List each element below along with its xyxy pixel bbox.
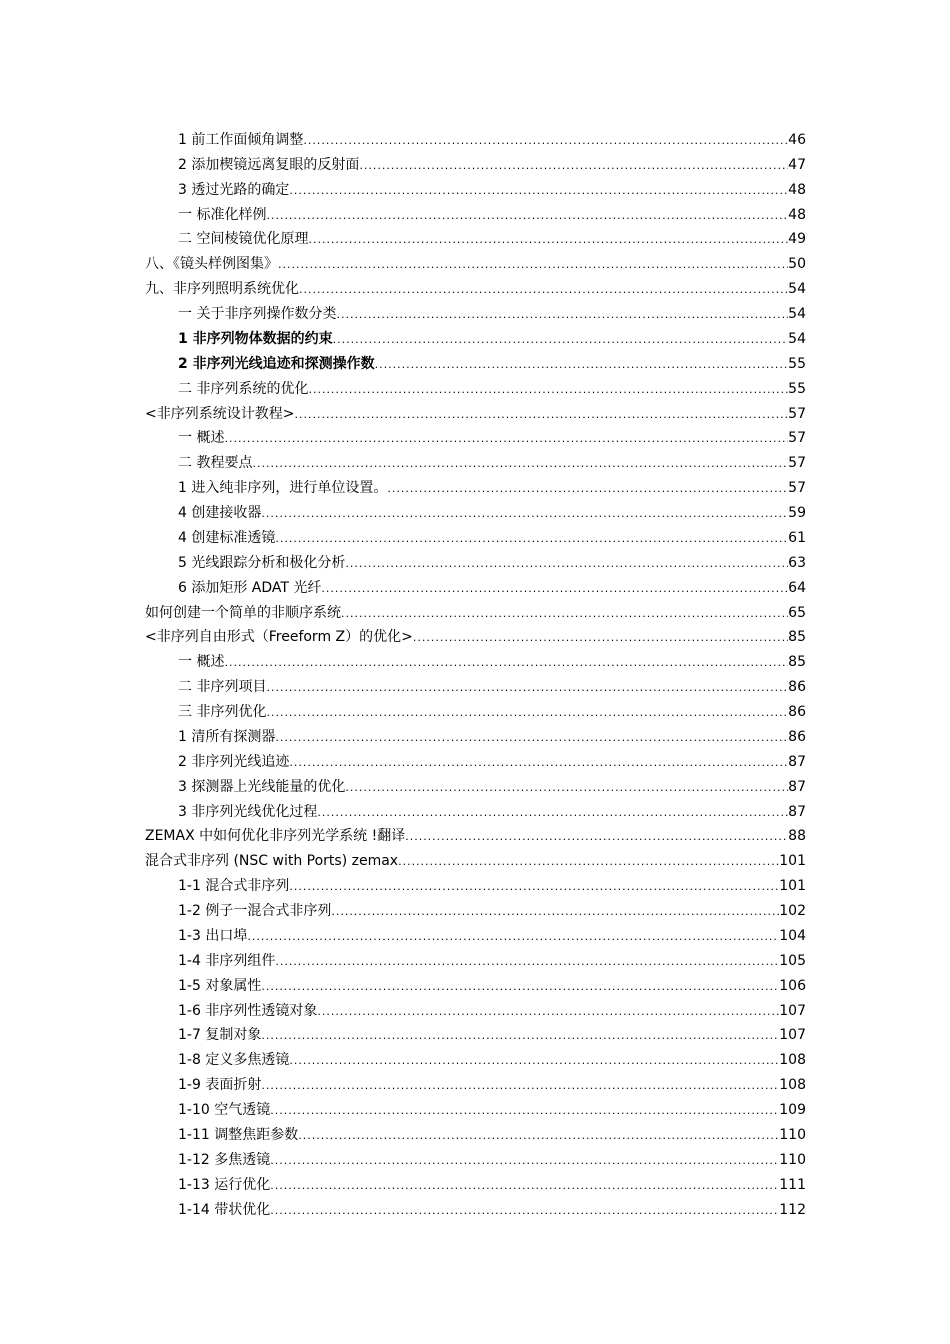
toc-dot-leader (252, 457, 788, 472)
toc-entry-title: 1-1 混合式非序列 (178, 878, 290, 895)
toc-entry-page-number: 108 (779, 1077, 806, 1094)
toc-entry-page-number: 57 (788, 405, 806, 422)
toc-entry-title: 二 非序列项目 (178, 679, 267, 696)
toc-entry[interactable] (0, 124, 950, 149)
toc-entry-title: 九、非序列照明系统优化 (145, 281, 299, 298)
toc-entry[interactable] (0, 572, 950, 597)
toc-entry-title: 1-9 表面折射 (178, 1077, 262, 1094)
toc-entry-title: 5 光线跟踪分析和极化分析 (178, 554, 346, 571)
toc-entry-page-number: 108 (779, 1052, 806, 1069)
toc-dot-leader (413, 631, 788, 646)
toc-entry[interactable] (0, 497, 950, 522)
toc-dot-leader (266, 209, 788, 224)
toc-dot-leader (289, 880, 779, 895)
toc-entry-page-number: 57 (788, 455, 806, 472)
toc-entry-page-number: 111 (779, 1176, 806, 1193)
toc-dot-leader (289, 756, 788, 771)
toc-entry[interactable] (0, 970, 950, 995)
toc-dot-leader (270, 1179, 779, 1194)
toc-entry-title: 八、《镜头样例图集》 (145, 256, 278, 273)
toc-entry[interactable] (0, 1020, 950, 1045)
toc-entry-title: 一 概述 (178, 654, 225, 671)
toc-entry-title: 一 标准化样例 (178, 206, 267, 223)
toc-dot-leader (247, 930, 779, 945)
toc-entry[interactable] (0, 447, 950, 472)
toc-entry-title: 1-2 例子一混合式非序列 (178, 903, 332, 919)
toc-entry-title: 二 非序列系统的优化 (178, 380, 309, 397)
toc-dot-leader (224, 432, 788, 447)
toc-entry-page-number: 86 (788, 704, 806, 720)
toc-entry-page-number: 87 (788, 803, 806, 820)
toc-dot-leader (270, 1204, 779, 1219)
toc-entry-page-number: 57 (788, 480, 806, 497)
toc-entry-title: 6 添加矩形 ADAT 光纤 (178, 579, 322, 596)
toc-entry[interactable] (0, 721, 950, 746)
toc-entry[interactable] (0, 522, 950, 547)
toc-entry-page-number: 86 (788, 728, 806, 745)
toc-entry[interactable] (0, 224, 950, 249)
toc-entry[interactable] (0, 746, 950, 771)
toc-entry[interactable] (0, 1044, 950, 1069)
toc-entry[interactable] (0, 646, 950, 671)
toc-dot-leader (294, 408, 788, 423)
toc-entry-page-number: 87 (788, 753, 806, 770)
toc-entry-title: 4 创建接收器 (178, 505, 262, 521)
toc-dot-leader (278, 258, 788, 273)
toc-entry[interactable] (0, 597, 950, 622)
toc-entry-title: 1-3 出口埠 (178, 927, 248, 944)
toc-entry-title: 4 创建标准透镜 (178, 529, 276, 546)
toc-entry-title: 1 进入纯非序列，进行单位设置。 (178, 480, 388, 497)
toc-dot-leader (261, 507, 788, 522)
toc-entry-page-number: 63 (788, 554, 806, 571)
toc-dot-leader (317, 1005, 779, 1020)
toc-entry-page-number: 48 (788, 206, 806, 223)
table-of-contents (0, 124, 950, 1219)
toc-dot-leader (398, 855, 779, 870)
toc-dot-leader (341, 607, 788, 622)
toc-entry[interactable] (0, 348, 950, 373)
toc-dot-leader (275, 731, 788, 746)
toc-entry-page-number: 104 (779, 927, 806, 944)
toc-entry-title: 3 探测器上光线能量的优化 (178, 778, 346, 795)
toc-entry-page-number: 102 (779, 903, 806, 919)
toc-entry[interactable] (0, 373, 950, 398)
toc-entry-title: 二 教程要点 (178, 455, 253, 472)
toc-entry-page-number: 59 (788, 505, 806, 521)
toc-entry-title: 2 非序列光线追迹 (178, 753, 290, 770)
toc-entry-page-number: 46 (788, 131, 806, 148)
toc-entry-page-number: 87 (788, 778, 806, 795)
toc-entry-title: 1 非序列物体数据的约束 (178, 330, 333, 347)
toc-dot-leader (345, 781, 788, 796)
toc-entry-page-number: 55 (788, 355, 806, 372)
toc-entry-page-number: 101 (779, 878, 806, 895)
toc-dot-leader (266, 681, 788, 696)
toc-dot-leader (321, 582, 788, 597)
toc-entry-title: 1-13 运行优化 (178, 1176, 271, 1193)
toc-entry-title: 1 清所有探测器 (178, 728, 276, 745)
toc-dot-leader (275, 532, 788, 547)
toc-entry-page-number: 110 (779, 1126, 806, 1143)
toc-dot-leader (336, 308, 788, 323)
toc-dot-leader (261, 1029, 779, 1044)
toc-entry[interactable] (0, 547, 950, 572)
toc-dot-leader (359, 159, 788, 174)
toc-entry-title: ZEMAX 中如何优化非序列光学系统 !翻译 (145, 828, 406, 845)
toc-dot-leader (345, 557, 788, 572)
toc-dot-leader (270, 1104, 779, 1119)
toc-entry-page-number: 101 (779, 853, 806, 870)
toc-dot-leader (405, 830, 788, 845)
toc-entry-page-number: 112 (779, 1201, 806, 1218)
toc-dot-leader (289, 184, 788, 199)
toc-entry[interactable] (0, 821, 950, 846)
toc-dot-leader (333, 333, 789, 348)
toc-entry[interactable] (0, 995, 950, 1020)
toc-entry-title: 1-12 多焦透镜 (178, 1151, 271, 1168)
toc-entry[interactable] (0, 323, 950, 348)
toc-dot-leader (299, 283, 788, 298)
toc-dot-leader (303, 134, 788, 149)
toc-entry-page-number: 85 (788, 654, 806, 671)
toc-entry-page-number: 64 (788, 579, 806, 596)
toc-entry-title: 混合式非序列 (NSC with Ports) zemax (145, 853, 399, 870)
toc-entry[interactable] (0, 248, 950, 273)
toc-entry[interactable] (0, 696, 950, 721)
toc-entry[interactable] (0, 1069, 950, 1094)
toc-entry-page-number: 48 (788, 181, 806, 198)
toc-entry-page-number: 107 (779, 1027, 806, 1044)
toc-dot-leader (317, 806, 788, 821)
toc-entry[interactable] (0, 870, 950, 895)
toc-entry[interactable] (0, 622, 950, 647)
toc-entry-page-number: 54 (788, 330, 806, 347)
toc-entry[interactable] (0, 174, 950, 199)
toc-entry-page-number: 109 (779, 1102, 806, 1118)
toc-dot-leader (224, 656, 788, 671)
toc-entry-page-number: 106 (779, 977, 806, 994)
toc-entry-page-number: 107 (779, 1002, 806, 1019)
toc-entry-title: 1-14 带状优化 (178, 1201, 271, 1218)
toc-entry-page-number: 49 (788, 231, 806, 248)
toc-entry-title: 1-7 复制对象 (178, 1027, 262, 1044)
toc-entry-page-number: 110 (779, 1151, 806, 1168)
toc-entry-page-number: 47 (788, 156, 806, 173)
toc-entry[interactable] (0, 671, 950, 696)
toc-entry[interactable] (0, 845, 950, 870)
toc-entry-title: 3 非序列光线优化过程 (178, 803, 318, 820)
toc-entry-title: 3 透过光路的确定 (178, 181, 290, 198)
toc-dot-leader (275, 955, 779, 970)
toc-entry[interactable] (0, 298, 950, 323)
toc-entry[interactable] (0, 472, 950, 497)
toc-entry[interactable] (0, 945, 950, 970)
toc-entry-title: 如何创建一个简单的非顺序系统 (145, 604, 341, 621)
toc-dot-leader (266, 706, 788, 721)
toc-entry-title: 1-6 非序列性透镜对象 (178, 1002, 318, 1019)
toc-entry-page-number: 61 (788, 529, 806, 546)
toc-entry[interactable] (0, 423, 950, 448)
toc-entry[interactable] (0, 895, 950, 920)
toc-entry-page-number: 54 (788, 281, 806, 298)
toc-entry-title: 1 前工作面倾角调整 (178, 131, 304, 148)
toc-entry-title: 1-10 空气透镜 (178, 1102, 271, 1118)
toc-entry-page-number: 65 (788, 604, 806, 621)
toc-entry[interactable] (0, 920, 950, 945)
toc-entry-page-number: 55 (788, 380, 806, 397)
toc-entry-title: 1-8 定义多焦透镜 (178, 1052, 290, 1069)
toc-dot-leader (289, 1054, 779, 1069)
toc-entry[interactable] (0, 1194, 950, 1219)
toc-entry-title: 一 概述 (178, 430, 225, 447)
toc-entry[interactable] (0, 1119, 950, 1144)
toc-dot-leader (331, 905, 779, 920)
toc-entry-title: <非序列系统设计教程> (145, 405, 295, 422)
toc-entry-title: 1-5 对象属性 (178, 977, 262, 994)
toc-entry-title: 三 非序列优化 (178, 704, 267, 720)
toc-entry-title: 二 空间棱镜优化原理 (178, 231, 309, 248)
toc-entry-title: <非序列自由形式（Freeform Z）的优化> (145, 629, 413, 646)
toc-dot-leader (308, 383, 788, 398)
toc-dot-leader (261, 980, 779, 995)
toc-entry-title: 1-11 调整焦距参数 (178, 1126, 299, 1143)
toc-entry-page-number: 85 (788, 629, 806, 646)
toc-entry[interactable] (0, 199, 950, 224)
toc-dot-leader (387, 482, 788, 497)
toc-entry-title: 1-4 非序列组件 (178, 952, 276, 969)
toc-entry[interactable] (0, 771, 950, 796)
toc-entry-page-number: 54 (788, 306, 806, 322)
toc-dot-leader (261, 1079, 779, 1094)
toc-entry[interactable] (0, 149, 950, 174)
toc-entry-page-number: 50 (788, 256, 806, 273)
toc-entry[interactable] (0, 273, 950, 298)
toc-entry-page-number: 105 (779, 952, 806, 969)
toc-entry-title: 2 非序列光线追迹和探测操作数 (178, 355, 375, 372)
toc-entry-page-number: 57 (788, 430, 806, 447)
toc-entry-page-number: 88 (788, 828, 806, 845)
toc-entry[interactable] (0, 398, 950, 423)
toc-dot-leader (298, 1129, 779, 1144)
toc-entry[interactable] (0, 1094, 950, 1119)
toc-entry-title: 一 关于非序列操作数分类 (178, 306, 337, 322)
toc-entry-page-number: 86 (788, 679, 806, 696)
toc-entry[interactable] (0, 796, 950, 821)
toc-dot-leader (375, 358, 789, 373)
toc-dot-leader (270, 1154, 779, 1169)
toc-entry[interactable] (0, 1169, 950, 1194)
toc-entry-title: 2 添加楔镜远离复眼的反射面 (178, 156, 360, 173)
toc-entry[interactable] (0, 1144, 950, 1169)
toc-dot-leader (308, 233, 788, 248)
